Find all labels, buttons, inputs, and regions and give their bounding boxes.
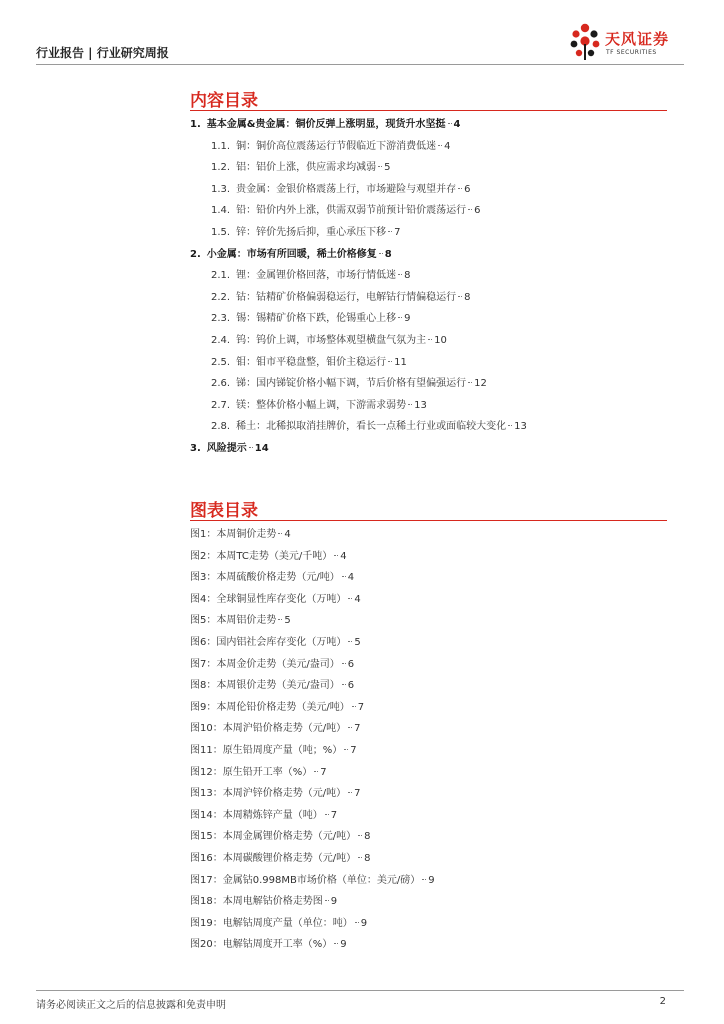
toc-entry-title: 贵金属：金银价格震荡上行，市场避险与观望并存 [236, 183, 457, 195]
company-logo [568, 22, 688, 62]
toc-entry-page: 13 [414, 399, 427, 411]
dot-leader [325, 900, 329, 901]
dot-leader [348, 598, 352, 599]
toc-entry-page: 12 [474, 378, 487, 390]
toc-entry-title: 锂：金属锂价格回落，市场行情低迷 [236, 270, 397, 282]
toc-entry-title: 小金属：市场有所回暖，稀土价格修复 [206, 248, 377, 260]
toc-entry-title: 铝：铝价上涨，供应需求均减弱 [236, 162, 377, 174]
dot-leader [352, 706, 356, 707]
toc-entry-page: 4 [284, 529, 291, 540]
toc-entry-page: 9 [340, 939, 347, 951]
toc-entry-page: 10 [434, 335, 447, 346]
dot-leader [342, 684, 346, 685]
toc-entry-page: 9 [404, 313, 411, 325]
toc-entry-title: 钼：钼市平稳盘整，钼价主稳运行 [236, 356, 387, 368]
dot-leader [342, 576, 346, 577]
report-category-label: 行业报告 | 行业研究周报 [36, 46, 169, 60]
toc-entry-page: 6 [347, 680, 355, 692]
toc-entry-title: 图2：本周TC走势（美元/千吨） [190, 550, 333, 562]
footer-disclaimer: 请务必阅读正文之后的信息披露和免责申明 [36, 1000, 226, 1011]
toc-entry-title: 基本金属&贵金属：铜价反弹上涨明显，现货升水坚挺 [206, 119, 446, 130]
toc-entry-title: 图9：本周伦铅价格走势（美元/吨） [190, 701, 350, 713]
toc-entry-title: 图1：本周铜价走势 [190, 529, 277, 540]
dot-leader [358, 835, 362, 836]
toc-entry-number: 2.6. [211, 378, 231, 390]
toc-entry-title: 图17：金属钴0.998MB市场价格（单位：美元/磅） [190, 874, 421, 886]
toc-entry-page: 5 [354, 637, 361, 648]
toc-entry-number: 2.1. [211, 270, 231, 282]
toc-entry-page: 4 [354, 593, 361, 605]
toc-entry-page: 13 [514, 421, 527, 433]
toc-entry-page: 6 [464, 183, 471, 195]
toc-entry-page: 9 [428, 874, 435, 886]
logo-wordmark: 天风证券 [605, 30, 670, 48]
toc-entry-page: 7 [394, 227, 401, 238]
toc-entry-title: 图4：全球铜显性库存变化（万吨） [190, 593, 347, 605]
toc-entry-page: 7 [357, 701, 365, 713]
toc-entry-title: 图13：本周沪锌价格走势（元/吨） [190, 788, 347, 800]
toc-entry-number: 2.5. [211, 356, 231, 368]
dot-leader [398, 317, 402, 318]
toc-entry-page: 4 [444, 140, 451, 152]
dot-leader [408, 404, 412, 405]
toc-entry-page: 11 [394, 356, 407, 368]
toc-entry-page: 8 [404, 270, 411, 282]
toc-entry-page: 8 [464, 291, 471, 303]
toc-entry-page: 4 [340, 550, 347, 562]
toc-entry-title: 图3：本周硫酸价格走势（元/吨） [190, 572, 340, 584]
toc-entry-title: 图7：本周金价走势（美元/盎司） [190, 658, 340, 670]
page-number: 2 [659, 996, 666, 1007]
toc-entry-title: 图6：国内铝社会库存变化（万吨） [190, 637, 347, 648]
dot-leader [508, 425, 512, 426]
footer-divider [36, 990, 684, 991]
toc-entry-title: 图14：本周精炼锌产量（吨） [190, 809, 323, 821]
dot-leader [388, 231, 392, 232]
dot-leader [379, 253, 383, 254]
toc-entry-number: 2.2. [211, 291, 231, 303]
dot-leader [398, 274, 402, 275]
toc-entry-number: 1.2. [211, 162, 231, 174]
header-divider [36, 64, 684, 65]
dot-leader [344, 749, 348, 750]
toc-entry-title: 稀土：北稀拟取消挂牌价，看长一点稀土行业或面临较大变化 [236, 421, 507, 433]
logo-subtitle: TF SECURITIES [606, 49, 657, 56]
toc-entry-number: 1.5. [211, 227, 231, 238]
toc-entry-page: 9 [330, 896, 338, 908]
contents-title: 内容目录 [190, 91, 258, 111]
toc-entry-title: 钴：钴精矿价格偏弱稳运行，电解钴行情偏稳运行 [236, 291, 457, 303]
toc-entry-title: 锌：锌价先扬后抑，重心承压下移 [236, 227, 387, 238]
tf-flower-logo-icon [568, 22, 602, 62]
toc-entry-title: 图20：电解钴周度开工率（%） [190, 939, 333, 951]
toc-entry-page: 14 [254, 443, 269, 454]
toc-entry-page: 4 [347, 572, 355, 584]
toc-entry-number: 2.4. [211, 335, 231, 346]
toc-entry-title: 铜：铜价高位震荡运行节假临近下游消费低迷 [236, 140, 437, 152]
dot-leader [458, 296, 462, 297]
toc-entry-title: 钨：钨价上调，市场整体观望横盘气氛为主 [236, 335, 427, 346]
toc-entry-title: 锑：国内锑锭价格小幅下调，节后价格有望偏强运行 [236, 378, 467, 390]
toc-entry-title: 镁：整体价格小幅上调，下游需求弱势 [236, 399, 407, 411]
toc-entry-page: 7 [354, 788, 361, 800]
toc-entry-page: 5 [384, 162, 391, 174]
toc-entry-title: 图15：本周金属锂价格走势（元/吨） [190, 831, 357, 843]
toc-entry-page: 7 [350, 745, 357, 756]
toc-entry-page: 7 [330, 809, 338, 821]
toc-entry-page: 7 [320, 766, 327, 778]
toc-entry-title: 图8：本周银价走势（美元/盎司） [190, 680, 340, 692]
figures-title-rule [190, 520, 667, 521]
toc-entry-page: 8 [364, 831, 371, 843]
toc-entry-page: 8 [364, 853, 371, 864]
toc-entry-number: 2. [190, 248, 201, 260]
toc-entry-title: 风险提示 [206, 443, 247, 454]
toc-entry-title: 图12：原生铅开工率（%） [190, 766, 313, 778]
dot-leader [468, 382, 472, 383]
toc-entry-number: 1. [190, 119, 201, 130]
dot-leader [348, 727, 352, 728]
toc-entry-page: 5 [284, 615, 291, 627]
dot-leader [325, 814, 329, 815]
dot-leader [342, 663, 346, 664]
dot-leader [278, 533, 282, 534]
toc-entry-page: 7 [354, 723, 361, 735]
toc-entry-page: 9 [360, 917, 368, 929]
toc-entry-number: 1.4. [211, 205, 231, 217]
toc-entry-title: 图10：本周沪铅价格走势（元/吨） [190, 723, 347, 735]
toc-entry-page: 4 [453, 119, 461, 130]
toc-entry-number: 2.8. [211, 421, 231, 433]
dot-leader [348, 641, 352, 642]
toc-entry-title: 铅：铅价内外上涨，供需双弱节前预计铅价震荡运行 [236, 205, 467, 217]
toc-entry-number: 1.1. [211, 140, 231, 152]
toc-entry-number: 1.3. [211, 183, 231, 195]
dot-leader [428, 339, 432, 340]
toc-entry-page: 6 [347, 658, 355, 670]
toc-entry-number: 2.3. [211, 313, 231, 325]
toc-entry-number: 3. [190, 443, 201, 454]
dot-leader [334, 555, 338, 556]
toc-entry-title: 图18：本周电解钴价格走势图 [190, 896, 323, 908]
toc-entry-number: 2.7. [211, 399, 231, 411]
toc-entry-title: 图19：电解钴周度产量（单位：吨） [190, 917, 353, 929]
dot-leader [278, 619, 282, 620]
dot-leader [438, 145, 442, 146]
dot-leader [355, 922, 359, 923]
toc-entry-title: 图11：原生铅周度产量（吨；%） [190, 745, 343, 756]
toc-entry-title: 图5：本周铝价走势 [190, 615, 277, 627]
toc-entry-page: 6 [474, 205, 481, 217]
dot-leader [458, 188, 462, 189]
dot-leader [358, 857, 362, 858]
dot-leader [388, 361, 392, 362]
dot-leader [314, 771, 318, 772]
dot-leader [448, 123, 452, 124]
dot-leader [378, 166, 382, 167]
figures-title: 图表目录 [190, 501, 258, 521]
dot-leader [334, 943, 338, 944]
toc-entry-page: 8 [384, 248, 392, 260]
dot-leader [249, 447, 253, 448]
toc-entry-title: 图16：本周碳酸锂价格走势（元/吨） [190, 853, 357, 864]
dot-leader [422, 879, 426, 880]
dot-leader [468, 209, 472, 210]
dot-leader [348, 792, 352, 793]
contents-title-rule [190, 110, 667, 111]
toc-entry-title: 锡：锡精矿价格下跌，伦锡重心上移 [236, 313, 397, 325]
